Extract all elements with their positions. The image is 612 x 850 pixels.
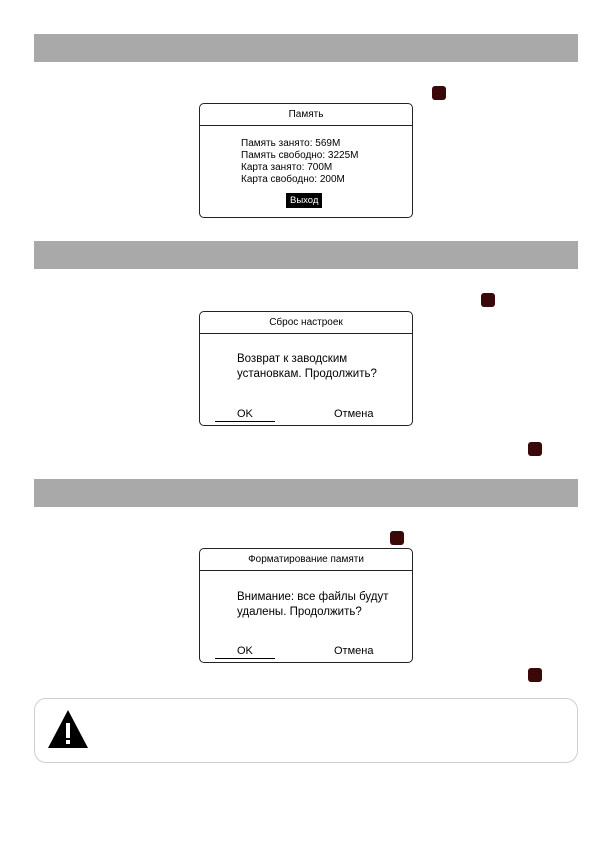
section-header-bar-format [34, 479, 578, 507]
ok-selection-underline [215, 658, 275, 659]
memory-free-line: Память свободно: 3225M [241, 150, 359, 161]
section-header-bar-memory [34, 34, 578, 62]
reset-cancel-button[interactable]: Отмена [334, 408, 374, 420]
reset-dialog-title: Сброс настроек [200, 312, 412, 334]
format-cancel-button[interactable]: Отмена [334, 645, 374, 657]
warning-triangle-icon [47, 709, 89, 749]
format-ok-button[interactable]: OK [237, 645, 253, 657]
reset-message-line2: установкам. Продолжить? [237, 368, 377, 380]
memory-dialog-title: Память [200, 104, 412, 126]
callout-marker [528, 668, 542, 682]
callout-marker [528, 442, 542, 456]
reset-message-line1: Возврат к заводским [237, 353, 348, 365]
callout-marker [432, 86, 446, 100]
format-message-line1: Внимание: все файлы будут [237, 591, 389, 603]
exit-button[interactable]: Выход [286, 193, 322, 208]
ok-selection-underline [215, 421, 275, 422]
format-dialog-title: Форматирование памяти [200, 549, 412, 571]
callout-marker [390, 531, 404, 545]
format-dialog [199, 548, 413, 663]
callout-marker [481, 293, 495, 307]
format-message-line2: удалены. Продолжить? [237, 606, 362, 618]
section-header-bar-reset [34, 241, 578, 269]
card-used-line: Карта занято: 700M [241, 162, 333, 173]
reset-ok-button[interactable]: OK [237, 408, 253, 420]
memory-dialog [199, 103, 413, 218]
memory-used-line: Память занято: 569M [241, 138, 341, 149]
reset-dialog [199, 311, 413, 426]
card-free-line: Карта свободно: 200M [241, 174, 345, 185]
warning-note [34, 698, 578, 763]
